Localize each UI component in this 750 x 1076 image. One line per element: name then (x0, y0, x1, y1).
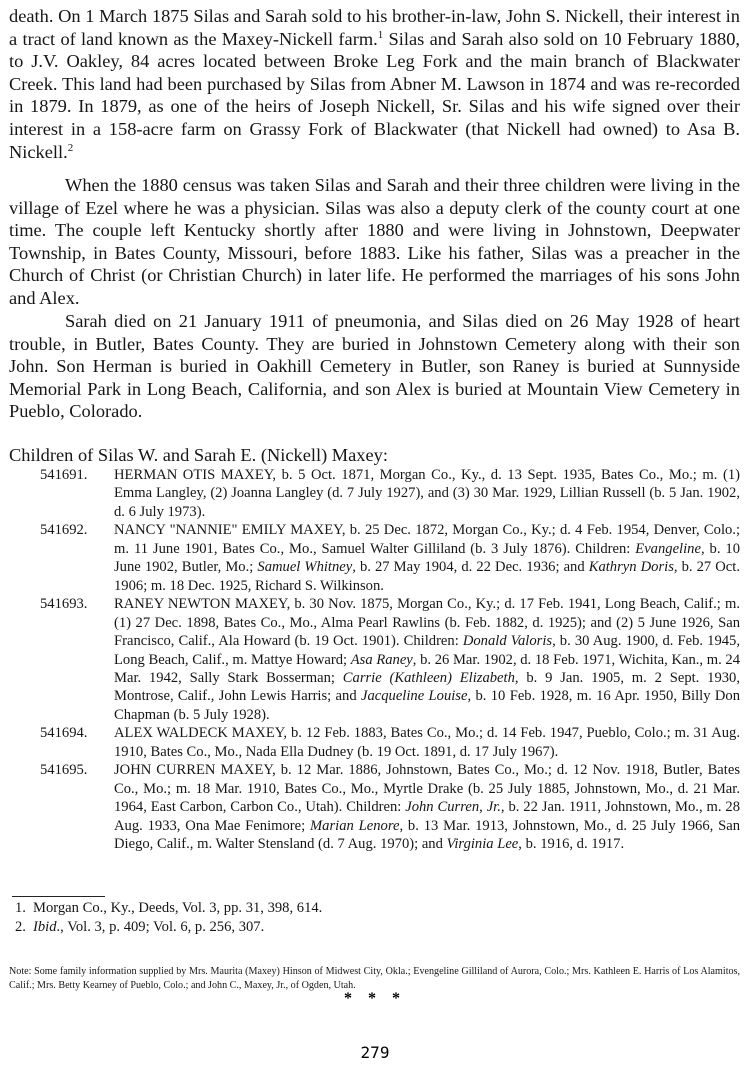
paragraph-text: death. On 1 March 1875 Silas and Sarah sold to his brother-in-law, John S. Nickell, their interest in a tract of land known as the Maxey-Nickell farm. (9, 6, 740, 49)
child-name: Evangeline (635, 540, 701, 557)
footnote-number: 2. (15, 918, 26, 935)
entry-text: , b. 22 Jan. 1911, Johnstown, Mo., m. 28 Aug. 1933, Ona Mae Fenimore; (114, 799, 740, 834)
child-name: Marian Lenore (310, 817, 400, 834)
footnote-2 (15, 918, 740, 937)
entry-number: 541692. (40, 522, 88, 539)
page-number: 279 (360, 1043, 390, 1062)
child-entry (9, 761, 740, 853)
footnote-text: Morgan Co., Ky., Deeds, Vol. 3, pp. 31, 398, 614. (33, 900, 323, 916)
entry-number: 541695. (40, 762, 88, 779)
document-page (9, 0, 740, 1076)
sources-note: Note: Some family information supplied by Mrs. Maurita (Maxey) Hinson of Midwest City, Okla.; Evengeline Gilliland of Aurora, Colo.; Mrs. Kathleen E. Harris of Los Alamitos, Calif.; Mrs. Betty Kearney of Pueblo, Colo.; and John C., Maxey, Jr., of Ogden, Utah. (9, 966, 740, 991)
entry-text: , b. 27 Oct. 1906; m. 18 Dec. 1925, Richard S. Wilkinson. (114, 559, 740, 594)
child-name: Samuel Whitney (257, 559, 353, 576)
children-heading: Children of Silas W. and Sarah E. (Nickell) Maxey: (9, 445, 388, 465)
entry-text: NANCY "NANNIE" EMILY MAXEY, b. 25 Dec. 1872, Morgan Co., Ky.; d. 4 Feb. 1954, Denver, Colo.; m. 11 June 1901, Bates Co., Mo., Samuel Walter Gilliland (b. 3 July 1876). Children: (114, 522, 740, 557)
entry-text: RANEY NEWTON MAXEY, b. 30 Nov. 1875, Morgan Co., Ky.; d. 17 Feb. 1941, Long Beach, Calif.; m. (1) 27 Dec. 1898, Bates Co., Mo., Alma Pearl Rawlins (b. Feb. 1882, d. 1925); and (2) 5 June 1926, San Francisco, Calif., Ala Howard (b. 19 Oct. 1901). Children: (114, 596, 740, 650)
child-entry (9, 724, 740, 761)
paragraph-census: When the 1880 census was taken Silas and Sarah and their three children were living in the village of Ezel where he was a physician. Silas was also a deputy clerk of the county court at one time. The couple left Kentucky shortly after 1880 and were living in Johnstown, Deepwater Township, in Bates County, Missouri, before 1883. Like his father, Silas was a preacher in the Church of Christ (or Christian Church) in later life. He performed the marriages of his sons John and Alex. (9, 175, 740, 308)
footnote-1 (15, 899, 740, 918)
entry-text: JOHN CURREN MAXEY, b. 12 Mar. 1886, Johnstown, Bates Co., Mo.; d. 12 Nov. 1918, Butler, Bates Co., Mo.; m. 18 Mar. 1910, Bates Co., Mo., Myrtle Drake (b. 25 July 1885, Johnstown, Mo., d. 21 Mar. 1964, East Carbon, Carbon Co., Utah). Children: (114, 762, 740, 816)
children-list (9, 466, 740, 854)
child-name: Virginia Lee (446, 836, 519, 853)
child-name: John Curren, Jr. (405, 799, 501, 816)
entry-text: , b. 26 Mar. 1902, d. 18 Feb. 1971, Wichita, Kan., m. 24 Mar. 1942, Sally Stark Bosserman; (114, 651, 740, 686)
entry-text: , b. 10 June 1902, Butler, Mo.; (114, 540, 741, 576)
paragraph-land-sales (9, 5, 740, 163)
entry-number: 541693. (40, 596, 88, 613)
footnote-number: 1. (15, 900, 26, 916)
entry-text: , b. 10 Feb. 1928, m. 16 Apr. 1950, Billy Don Chapman (b. 5 July 1928). (114, 688, 740, 723)
child-name: Donald Valoris (462, 633, 553, 650)
entry-text: , b. 13 Mar. 1913, Johnstown, Mo., d. 25 July 1966, San Diego, Calif., m. Walter Stensland (d. 7 Aug. 1970); and (114, 817, 741, 853)
paragraph-text: Silas and Sarah also sold on 10 February 1880, to J.V. Oakley, 84 acres located between Broke Leg Fork and the main branch of Blackwater Creek. This land had been purchased by Silas from Abner M. Lawson in 1874 and was re-recorded in 1879. In 1879, as one of the heirs of Joseph Nickell, Sr. Silas and his wife signed over their interest in a 158-acre farm on Grassy Fork of Blackwater (that Nickell had owned) to Asa B. Nickell. (9, 28, 740, 162)
entry-text: , b. 9 Jan. 1905, m. 2 Sept. 1930, Montrose, Calif., John Lewis Harris; and (114, 669, 740, 705)
footnote-ref-1: 1 (377, 28, 384, 41)
child-entry (9, 595, 740, 724)
entry-text: , b. 27 May 1904, d. 22 Dec. 1936; and (352, 559, 589, 576)
entry-text: , b. 1916, d. 1917. (518, 836, 625, 853)
child-name: Carrie (Kathleen) Elizabeth (342, 669, 515, 686)
child-name: Jacqueline Louise (360, 688, 468, 705)
child-entry (9, 521, 740, 595)
footnote-ibid: Ibid (33, 918, 57, 935)
entry-text: , b. 30 Aug. 1900, d. Feb. 1945, Long Beach, Calif., m. Mattye Howard; (114, 633, 740, 668)
entry-number: 541691. (40, 467, 88, 483)
section-separator: * * * (344, 990, 406, 1007)
entry-text: HERMAN OTIS MAXEY, b. 5 Oct. 1871, Morgan Co., Ky., d. 13 Sept. 1935, Bates Co., Mo.; m. (1) Emma Langley, (2) Joanna Langley (d. 7 July 1927), and (3) 30 Mar. 1929, Lillian Russell (b. 5 Jan. 1902, d. 6 July 1973). (114, 467, 740, 520)
paragraph-deaths: Sarah died on 21 January 1911 of pneumonia, and Silas died on 26 May 1928 of heart trouble, in Butler, Bates County. They are buried in Johnstown Cemetery along with their son John. Son Herman is buried in Oakhill Cemetery in Butler, son Raney is buried at Sunnyside Memorial Park in Long Beach, California, and son Alex is buried at Mountain View Cemetery in Pueblo, Colorado. (9, 311, 740, 422)
entry-text: ALEX WALDECK MAXEY, b. 12 Feb. 1883, Bates Co., Mo.; d. 14 Feb. 1947, Pueblo, Colo.; m. 31 Aug. 1910, Bates Co., Mo., Nada Ella Dudney (b. 19 Oct. 1891, d. 17 July 1967). (114, 725, 740, 760)
footnotes (15, 899, 740, 937)
child-name: Kathryn Doris (588, 559, 674, 576)
entry-number: 541694. (40, 725, 88, 742)
footnote-text: ., Vol. 3, p. 409; Vol. 6, p. 256, 307. (56, 918, 265, 935)
child-name: Asa Raney (350, 651, 413, 668)
footnote-ref-2: 2 (67, 141, 74, 154)
footnote-divider (12, 896, 105, 897)
child-entry (9, 466, 740, 521)
